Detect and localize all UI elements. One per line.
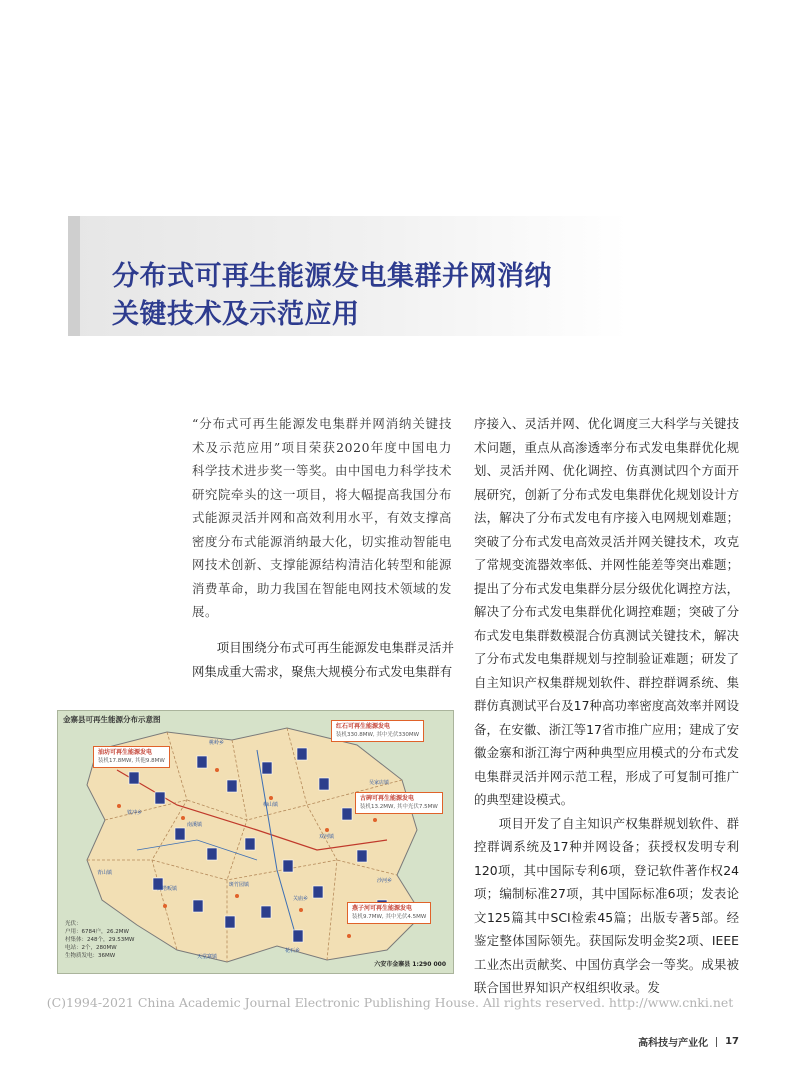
- body-column-left: [192, 636, 454, 683]
- map-title: 金寨县可再生能源分布示意图: [63, 715, 161, 724]
- site-label: 梅山镇: [263, 802, 279, 808]
- page-footer: [638, 1034, 739, 1049]
- site-label: 南溪镇: [187, 822, 203, 828]
- legend-line: 户用：6784户，26.2MW: [65, 929, 129, 935]
- body-column-right: [474, 412, 739, 1000]
- callout-sub: 装机13.2MW, 其中光伏7.5MW: [360, 804, 438, 810]
- callout-title: 红石可再生能源发电: [336, 723, 391, 730]
- body-right-paragraph-1: 序接入、灵活并网、优化调度三大科学与关键技术问题，重点从高渗透率分布式发电集群优化规划、灵活并网、优化调控、仿真测试四个方面开展研究，创新了分布式发电集群优化规划设计方法，解决了分布式发电有序接入电网规划难题；突破了分布式发电高效灵活并网关键技术，攻克了常规变流器效率低、并网性能差等突出难题；提出了分布式发电集群分层分级优化调控方法，解决了分布式发电集群优化调控难题；突破了分布式发电集群数模混合仿真测试关键技术，解决了分布式发电集群规划与控制验证难题；研发了自主知识产权集群规划软件、群控群调系统、集群仿真测试平台及17种高功率密度高效率并网设备，在安徽、浙江等17省市推广应用；建成了安徽金寨和浙江海宁两种典型应用模式的分布式发电集群灵活并网示范工程，形成了可复制可推广的典型建设模式。: [474, 416, 739, 807]
- callout-title: 古碑可再生能源发电: [360, 795, 415, 802]
- intro-paragraph: “分布式可再生能源发电集群并网消纳关键技术及示范应用”项目荣获2020年度中国电力科学技术进步奖一等奖。由中国电力科学技术研究院牵头的这一项目，将大幅提高我国分布式能源灵活并网和高效利用水平，有效支撑高密度分布式能源消纳最大化，切实推动智能电网技术创新、支撑能源结构清洁化转型和能源消费革命，助力我国在智能电网技术领域的发展。: [192, 416, 452, 619]
- site-label: 沙河乡: [377, 878, 393, 884]
- journal-name: 高科技与产业化: [638, 1038, 709, 1049]
- legend-line: 村集体：248个，29.53MW: [65, 937, 135, 943]
- title-line-1: 分布式可再生能源发电集群并网消纳: [112, 261, 552, 292]
- title-accent-bar: [68, 216, 80, 336]
- callout-sub: 装机9.7MW, 其中光伏4.5MW: [352, 914, 427, 920]
- site-label: 双河镇: [319, 834, 335, 840]
- map-frame: [57, 710, 454, 974]
- body-left-paragraph: 项目围绕分布式可再生能源发电集群灵活并网集成重大需求，聚焦大规模分布式发电集群有: [192, 640, 454, 679]
- site-label: 斑竹园镇: [229, 882, 250, 888]
- callout-title: 燕子河可再生能源发电: [352, 905, 413, 912]
- copyright-notice: (C)1994-2021 China Academic Journal Electronic Publishing House. All rights reserved. http://www.cnki.net: [46, 995, 734, 1010]
- map-scale: 六安市金寨县 1:290 000: [374, 961, 446, 968]
- article-title: [112, 258, 632, 334]
- site-label: 青山镇: [97, 870, 113, 876]
- page-number: 17: [725, 1036, 739, 1047]
- body-right-paragraph-2: 项目开发了自主知识产权集群规划软件、群控群调系统及17种并网设备；获授权发明专利120项，其中国际专利6项，登记软件著作权24项；编制标准27项，其中国际标准6项；发表论文125篇其中SCI检索45篇；出版专著5部。经鉴定整体国际领先。获国际发明金奖2项、IEEE工业杰出贡献奖、中国仿真学会一等奖。成果被联合国世界知识产权组织收录。发: [474, 815, 739, 995]
- footer-separator: [716, 1037, 717, 1047]
- renewable-map-figure: [57, 710, 454, 974]
- callout-sub: 装机330.8MW, 其中光伏330MW: [336, 732, 420, 738]
- site-label: 花石乡: [285, 948, 301, 954]
- site-label: 铁冲乡: [127, 810, 143, 816]
- legend-line: 光伏：: [65, 921, 82, 927]
- callout-sub: 装机17.8MW, 其他9.8MW: [98, 758, 165, 764]
- title-line-2: 关键技术及示范应用: [112, 299, 360, 330]
- site-label: 桃岭乡: [209, 740, 225, 746]
- legend-line: 电站：2个，280MW: [65, 945, 117, 951]
- site-label: 天堂寨镇: [197, 954, 218, 960]
- site-label: 吴家店镇: [369, 780, 390, 786]
- site-label: 关庙乡: [293, 896, 309, 902]
- callout-title: 油坊可再生能源发电: [98, 749, 153, 756]
- legend-line: 生物质发电：36MW: [65, 953, 116, 959]
- site-label: 白塔畈镇: [157, 886, 178, 892]
